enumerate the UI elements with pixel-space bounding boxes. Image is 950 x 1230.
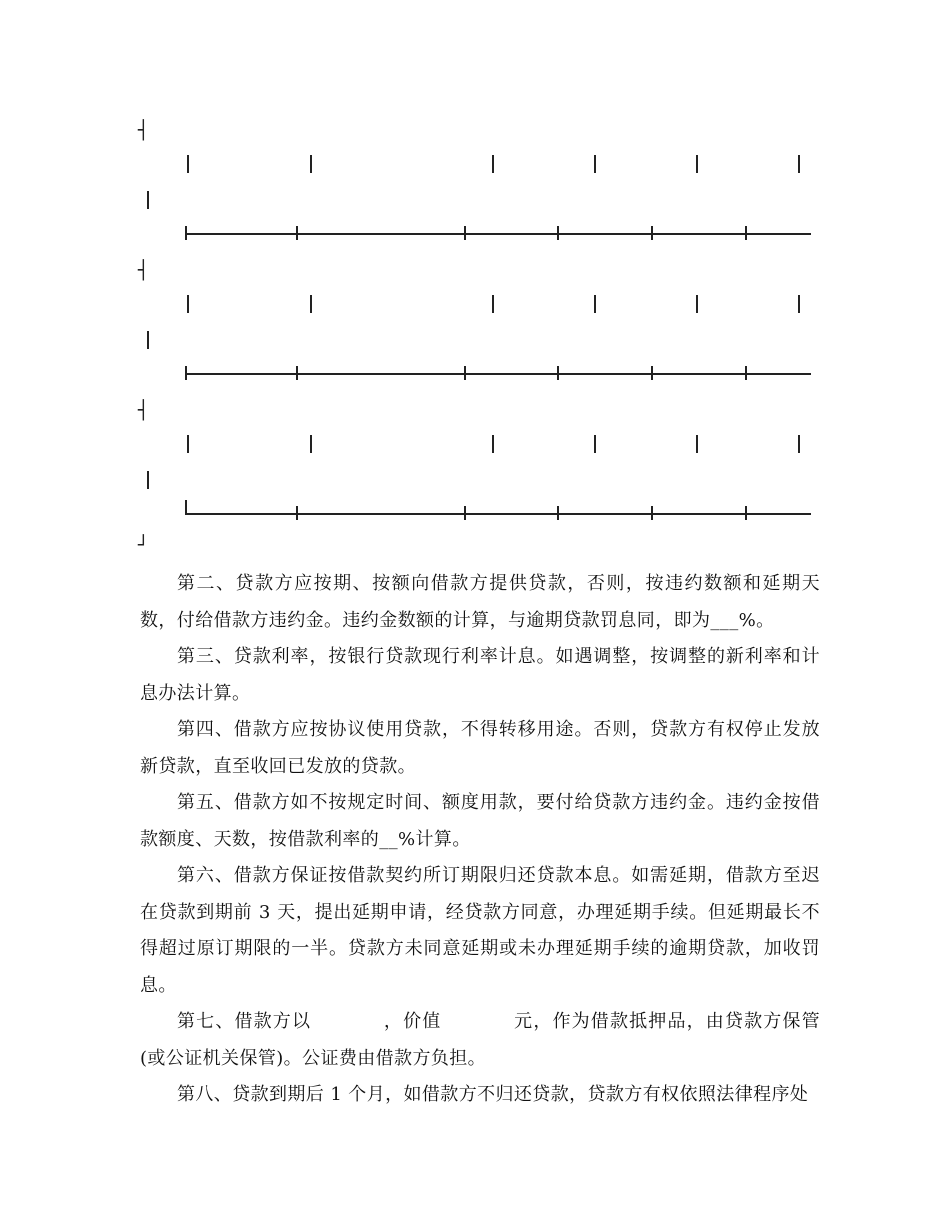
rule-tick [745,226,747,240]
table-open-glyph: ┤ [138,400,149,421]
column-bar [696,435,698,453]
column-bar [492,155,494,173]
table-open-glyph: ┤ [138,260,149,281]
rule-tick [557,366,559,380]
clause-5-tail: %计算。 [398,828,471,850]
row-bar [147,331,149,349]
column-bar [798,155,800,173]
clause-5-text: 第五、借款方如不按规定时间、额度用款，要付给贷款方违约金。违约金按借款额度、天数，按借款利率的 [140,792,820,850]
clause-5 [140,785,820,858]
table-lines [0,0,950,560]
clause-2-tail: %。 [738,609,775,631]
rule-tick [745,506,747,520]
column-bar [594,155,596,173]
clause-4: 第四、借款方应按协议使用贷款，不得转移用途。否则，贷款方有权停止发放新贷款，直至收回已发放的贷款。 [140,719,820,777]
column-bar [187,295,189,313]
row-bar [147,471,149,489]
column-bar [187,435,189,453]
rule-tick [296,506,298,520]
clause-3: 第三、贷款利率，按银行贷款现行利率计息。如遇调整，按调整的新利率和计息办法计算。 [140,646,820,704]
clause-2 [140,566,820,639]
rule-tick [557,226,559,240]
rule-tick [464,506,466,520]
column-bar [798,295,800,313]
column-bar [696,295,698,313]
column-bar [492,295,494,313]
rule-tick [185,366,187,380]
table-open-glyph: ┤ [138,120,149,141]
column-bar [696,155,698,173]
rule-tick [745,366,747,380]
column-bar [310,295,312,313]
clause-6: 第六、借款方保证按借款契约所订期限归还贷款本息。如需延期，借款方至迟在贷款到期前 3 天，提出延期申请，经贷款方同意，办理延期手续。但延期最长不得超过原订期限的一半。贷款方未同意延期或未办理延期手续的逾期贷款，加收罚息。 [140,865,820,996]
rule-tick [464,226,466,240]
rule-tick [185,226,187,240]
rate-blank: ___ [710,609,739,631]
contract-body [140,566,820,1114]
column-bar [492,435,494,453]
column-bar [594,435,596,453]
column-bar [594,295,596,313]
column-bar [187,155,189,173]
rule-tick [557,506,559,520]
clause-7-value-label: ，价值 [383,1011,442,1032]
clause-2-text: 第二、贷款方应按期、按额向借款方提供贷款，否则，按违约数额和延期天数，付给借款方违约金。违约金数额的计算，与逾期贷款罚息同，即为 [140,573,820,631]
rule-tick [296,226,298,240]
rule-tick [185,500,187,514]
row-rule [185,233,811,235]
clause-7-text: 第七、借款方以 [177,1011,312,1032]
clause-7 [140,1004,820,1077]
rule-tick [296,366,298,380]
rule-tick [464,366,466,380]
clause-7-tail: 元，作为借款抵押品，由贷款方保管(或公证机关保管)。公证费由借款方负担。 [140,1011,820,1069]
column-bar [310,435,312,453]
clause-8: 第八、贷款到期后 1 个月，如借款方不归还贷款，贷款方有权依照法律程序处 [177,1084,809,1105]
penalty-rate-blank: __ [379,828,399,850]
rule-tick [651,506,653,520]
row-rule [185,373,811,375]
row-bar [147,191,149,209]
table-close-glyph: ┘ [138,535,149,556]
row-rule [185,513,811,515]
rule-tick [651,226,653,240]
column-bar [310,155,312,173]
column-bar [798,435,800,453]
rule-tick [651,366,653,380]
